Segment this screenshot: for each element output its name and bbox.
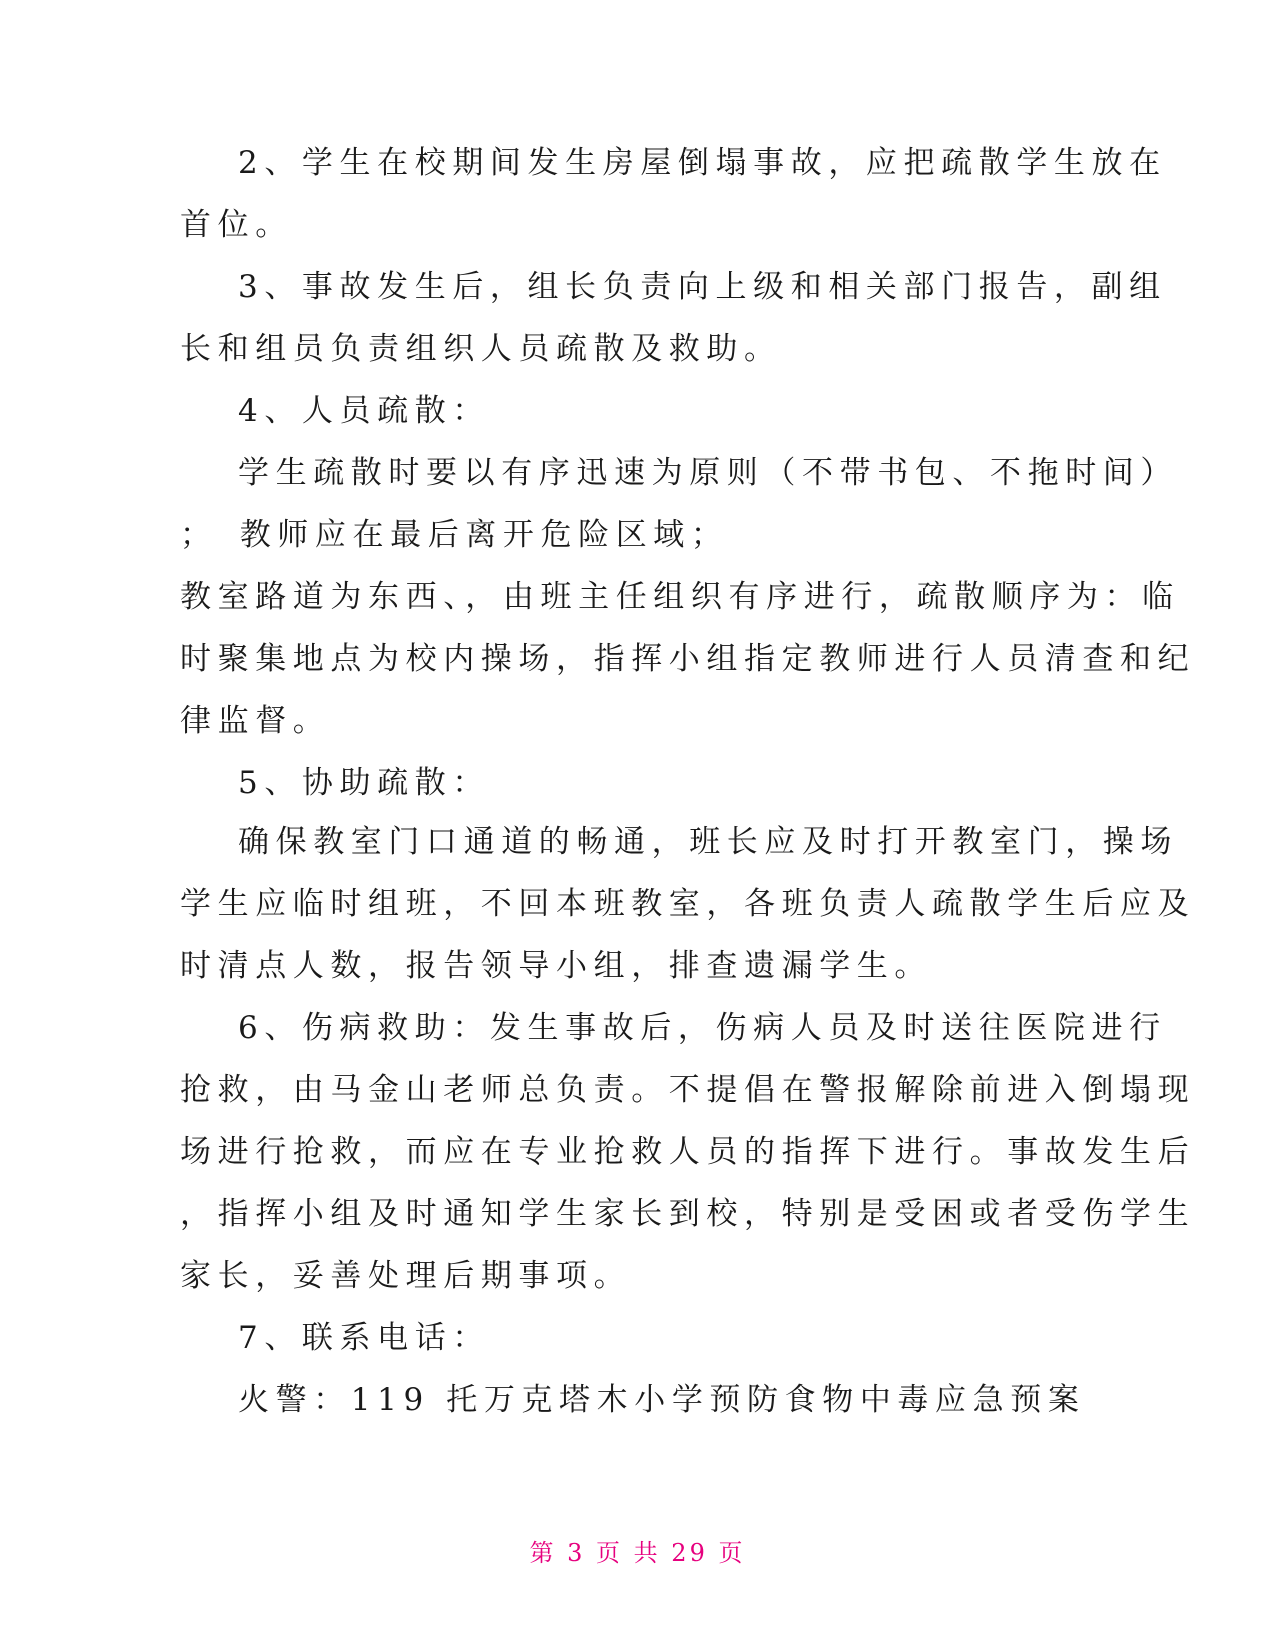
paragraph-line: 6、伤病救助：发生事故后，伤病人员及时送往医院进行 <box>238 1010 1167 1046</box>
paragraph-line: 5、协助疏散： <box>238 765 490 801</box>
paragraph-line: 2、学生在校期间发生房屋倒塌事故，应把疏散学生放在 <box>238 145 1167 181</box>
paragraph-line: 时聚集地点为校内操场，指挥小组指定教师进行人员清查和纪 <box>180 641 1196 677</box>
paragraph-line: 时清点人数，报告领导小组，排查遗漏学生。 <box>180 948 932 984</box>
paragraph-line: 律监督。 <box>180 703 331 739</box>
paragraph-line: 确保教室门口通道的畅通，班长应及时打开教室门，操场 <box>238 824 1178 860</box>
paragraph-line: 场进行抢救，而应在专业抢救人员的指挥下进行。事故发生后 <box>180 1134 1196 1170</box>
paragraph-line: 学生应临时组班，不回本班教室，各班负责人疏散学生后应及 <box>180 886 1196 922</box>
paragraph-line: 3、事故发生后，组长负责向上级和相关部门报告，副组 <box>238 269 1167 305</box>
page-number-footer <box>0 1533 1275 1568</box>
paragraph-line: 4、人员疏散： <box>238 393 490 429</box>
paragraph-line: 抢救，由马金山老师总负责。不提倡在警报解除前进入倒塌现 <box>180 1072 1196 1108</box>
paragraph-line: ； 教师应在最后离开危险区域； <box>180 517 729 553</box>
paragraph-line: 家长，妥善处理后期事项。 <box>180 1258 632 1294</box>
paragraph-line: ，指挥小组及时通知学生家长到校，特别是受困或者受伤学生 <box>180 1196 1196 1232</box>
page-number-label: 第 3 页 共 29 页 <box>529 1539 746 1567</box>
paragraph-line: 7、联系电话： <box>238 1320 490 1356</box>
paragraph-line: 首位。 <box>180 207 293 243</box>
paragraph-line: 长和组员负责组织人员疏散及救助。 <box>180 331 782 367</box>
paragraph-line: 火警：119 托万克塔木小学预防食物中毒应急预案 <box>238 1382 1086 1418</box>
paragraph-line: 学生疏散时要以有序迅速为原则（不带书包、不拖时间） <box>238 455 1178 491</box>
paragraph-line: 教室路道为东西、，由班主任组织有序进行，疏散顺序为：临 <box>180 579 1180 615</box>
